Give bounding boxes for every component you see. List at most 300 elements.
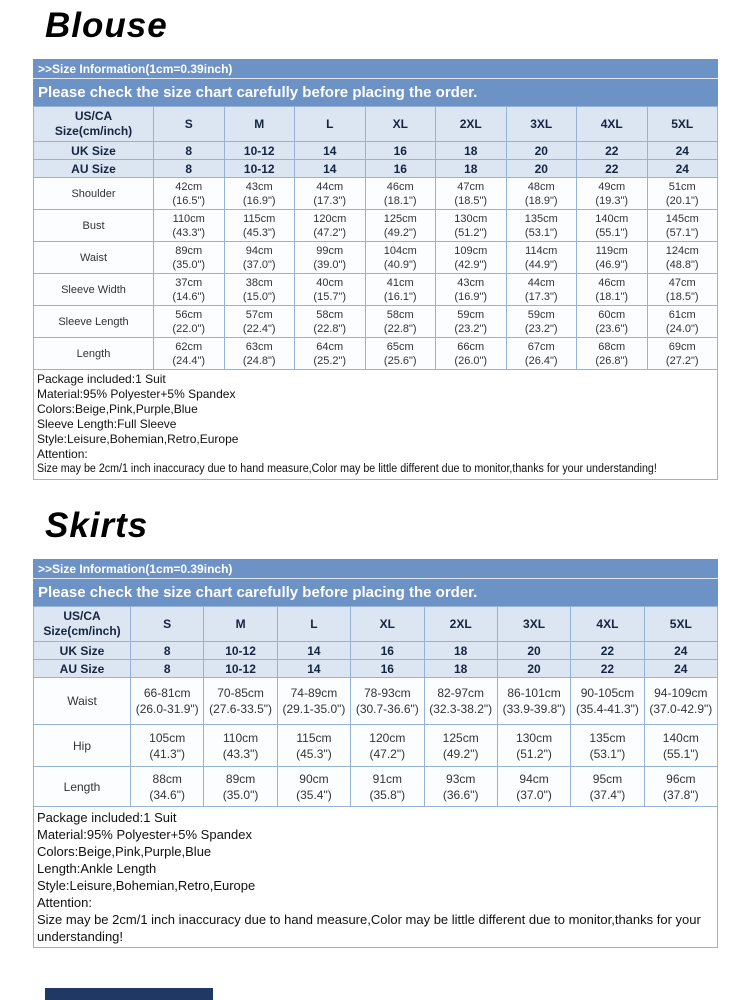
au-size-cell: 10-12: [224, 160, 295, 178]
measurement-value: [577, 210, 648, 242]
measurement-value: [154, 210, 225, 242]
measurement-value: [577, 306, 648, 338]
value-line: (27.2"): [665, 354, 699, 367]
size-col-header: XL: [351, 607, 424, 642]
size-col-header: 5XL: [644, 607, 717, 642]
size-info-header: >>Size Information(1cm=0.39inch): [33, 559, 718, 579]
value-line: 37cm: [175, 276, 203, 289]
value-line: (37.8"): [663, 787, 699, 802]
value-line: (43.3"): [222, 746, 259, 761]
value-line: (35.8"): [369, 787, 406, 802]
measurement-value: [154, 338, 225, 370]
note-line: Package included:1 Suit: [37, 810, 177, 825]
au-size-label: AU Size: [34, 160, 154, 178]
value-line: 89cm: [225, 771, 256, 786]
value-line: (37.0"): [516, 787, 552, 802]
measurement-row: [34, 306, 718, 338]
au-size-cell: 18: [436, 160, 507, 178]
measurement-value: [154, 306, 225, 338]
value-line: (16.1"): [383, 290, 417, 303]
value-line: 135cm: [589, 730, 626, 745]
value-line: (26.0-31.9"): [135, 702, 199, 716]
value-line: 115cm: [243, 212, 276, 225]
measurement-row: [34, 242, 718, 274]
value-line: 120cm: [369, 730, 406, 745]
value-line: (18.1"): [383, 194, 417, 207]
value-line: (57.1"): [665, 226, 699, 239]
skirts-section: [33, 480, 718, 948]
measurement-value: [571, 767, 644, 807]
measurement-value: [365, 242, 436, 274]
value-line: (47.2"): [369, 746, 406, 761]
measurement-value: [277, 767, 350, 807]
note-line: Style:Leisure,Bohemian,Retro,Europe: [37, 878, 256, 893]
corner-cell: [34, 107, 154, 142]
skirts-title: Skirts: [45, 506, 149, 545]
measurement-value: [647, 274, 718, 306]
blouse-size-table: [33, 106, 718, 370]
value-line: (51.2"): [516, 746, 552, 761]
measurement-value: [224, 306, 295, 338]
uk-size-cell: 18: [436, 142, 507, 160]
value-line: 135cm: [524, 212, 558, 225]
value-line: 96cm: [666, 771, 696, 786]
uk-size-cell: 10-12: [224, 142, 295, 160]
measurement-value: [506, 274, 577, 306]
value-line: (49.2"): [383, 226, 417, 239]
measurement-label: Waist: [34, 242, 154, 274]
value-line: 125cm: [442, 730, 479, 745]
corner-line: Size(cm/inch): [54, 124, 133, 138]
value-line: (40.9"): [383, 258, 417, 271]
value-line: (18.5"): [454, 194, 488, 207]
measurement-value: [295, 338, 366, 370]
value-line: (27.6-33.5"): [209, 702, 273, 716]
value-line: 105cm: [149, 730, 186, 745]
value-line: 63cm: [245, 340, 273, 353]
measurement-value: [647, 178, 718, 210]
value-line: 40cm: [316, 276, 344, 289]
value-line: (25.6"): [383, 354, 417, 367]
value-line: 64cm: [316, 340, 344, 353]
value-line: 89cm: [175, 244, 203, 257]
value-line: (37.0"): [242, 258, 276, 271]
value-line: 99cm: [316, 244, 344, 257]
value-line: 44cm: [527, 276, 555, 289]
value-line: 95cm: [592, 771, 623, 786]
value-line: 66-81cm: [143, 686, 191, 700]
measurement-value: [436, 306, 507, 338]
value-line: 58cm: [386, 308, 414, 321]
value-line: 61cm: [668, 308, 696, 321]
size-chart-warning: Please check the size chart carefully before placing the order.: [33, 79, 718, 106]
value-line: (32.3-38.2"): [429, 702, 493, 716]
measurement-value: [506, 210, 577, 242]
value-line: (45.3"): [242, 226, 276, 239]
value-line: (22.4"): [242, 322, 276, 335]
au-size-cell: 14: [277, 660, 350, 678]
measurement-value: [424, 678, 497, 725]
measurement-row: [34, 274, 718, 306]
value-line: (16.5"): [172, 194, 206, 207]
value-line: (48.8"): [665, 258, 699, 271]
measurement-row: [34, 678, 718, 725]
value-line: 41cm: [386, 276, 414, 289]
value-line: (22.8"): [383, 322, 417, 335]
value-line: 125cm: [383, 212, 417, 225]
size-info-header: >>Size Information(1cm=0.39inch): [33, 59, 718, 79]
value-line: (47.2"): [313, 226, 347, 239]
value-line: 59cm: [457, 308, 485, 321]
value-line: 145cm: [665, 212, 699, 225]
measurement-value: [295, 306, 366, 338]
value-line: 62cm: [175, 340, 203, 353]
measurement-value: [295, 274, 366, 306]
value-line: (18.5"): [665, 290, 699, 303]
size-col-header: M: [224, 107, 295, 142]
measurement-label: Shoulder: [34, 178, 154, 210]
measurement-value: [506, 242, 577, 274]
note-line: Size may be 2cm/1 inch inaccuracy due to hand measure,Color may be little different due to monitor,thanks for your understanding!: [37, 912, 705, 944]
measurement-label: Length: [34, 338, 154, 370]
note-line: Style:Leisure,Bohemian,Retro,Europe: [37, 432, 239, 446]
measurement-value: [497, 767, 570, 807]
size-col-header: L: [277, 607, 350, 642]
uk-size-cell: 24: [644, 642, 717, 660]
measurement-label: Length: [34, 767, 131, 807]
note-line: Attention:: [37, 447, 88, 461]
measurement-value: [577, 338, 648, 370]
measurement-value: [424, 725, 497, 767]
measurement-value: [571, 725, 644, 767]
value-line: 94cm: [519, 771, 549, 786]
value-line: 110cm: [222, 730, 259, 745]
value-line: (19.3"): [595, 194, 629, 207]
value-line: 70-85cm: [217, 686, 264, 700]
measurement-value: [224, 242, 295, 274]
value-line: 130cm: [454, 212, 488, 225]
uk-size-label: UK Size: [34, 142, 154, 160]
value-line: 67cm: [527, 340, 555, 353]
size-col-header: 2XL: [424, 607, 497, 642]
value-line: 94cm: [245, 244, 273, 257]
blouse-section: [33, 0, 718, 480]
page-content: [33, 0, 718, 948]
measurement-value: [224, 210, 295, 242]
value-line: (16.9"): [454, 290, 488, 303]
skirts-size-panel: [33, 559, 718, 948]
value-line: (25.2"): [313, 354, 347, 367]
measurement-value: [571, 678, 644, 725]
value-line: 119cm: [595, 244, 628, 257]
size-col-header: 3XL: [506, 107, 577, 142]
value-line: (43.3"): [172, 226, 206, 239]
measurement-value: [277, 678, 350, 725]
value-line: 140cm: [662, 730, 699, 745]
value-line: (41.3"): [149, 746, 185, 761]
value-line: 65cm: [386, 340, 414, 353]
value-line: 57cm: [245, 308, 273, 321]
size-header-row: [34, 607, 718, 642]
measurement-value: [204, 767, 277, 807]
measurement-label: Bust: [34, 210, 154, 242]
value-line: 38cm: [245, 276, 273, 289]
au-size-cell: 10-12: [204, 660, 277, 678]
measurement-value: [647, 210, 718, 242]
value-line: (18.1"): [595, 290, 629, 303]
uk-size-cell: 8: [131, 642, 204, 660]
uk-size-row: [34, 642, 718, 660]
value-line: (35.0"): [172, 258, 206, 271]
measurement-value: [436, 178, 507, 210]
note-line: Material:95% Polyester+5% Spandex: [37, 827, 252, 842]
value-line: (15.7"): [313, 290, 347, 303]
measurement-row: [34, 338, 718, 370]
measurement-value: [424, 767, 497, 807]
uk-size-cell: 22: [577, 142, 648, 160]
value-line: 74-89cm: [290, 686, 338, 700]
measurement-row: [34, 767, 718, 807]
measurement-value: [577, 242, 648, 274]
value-line: (17.3"): [524, 290, 558, 303]
value-line: 94-109cm: [654, 686, 708, 700]
value-line: 42cm: [175, 180, 203, 193]
au-size-cell: 16: [351, 660, 424, 678]
measurement-value: [365, 338, 436, 370]
au-size-cell: 8: [131, 660, 204, 678]
value-line: 43cm: [245, 180, 273, 193]
measurement-value: [644, 678, 717, 725]
note-line: Material:95% Polyester+5% Spandex: [37, 387, 236, 401]
value-line: 43cm: [457, 276, 485, 289]
measurement-value: [577, 178, 648, 210]
note-line: Length:Ankle Length: [37, 861, 157, 876]
value-line: (44.9"): [524, 258, 558, 271]
value-line: (24.0"): [665, 322, 699, 335]
value-line: (26.0"): [454, 354, 488, 367]
corner-cell: [34, 607, 131, 642]
measurement-value: [224, 274, 295, 306]
value-line: 120cm: [313, 212, 347, 225]
note-line: Attention:: [37, 895, 92, 910]
value-line: (55.1"): [595, 226, 629, 239]
size-chart-warning: Please check the size chart carefully before placing the order.: [33, 579, 718, 606]
au-size-cell: 8: [154, 160, 225, 178]
value-line: (30.7-36.6"): [355, 702, 419, 716]
measurement-label: Sleeve Length: [34, 306, 154, 338]
measurement-value: [295, 210, 366, 242]
value-line: (16.9"): [242, 194, 276, 207]
value-line: 78-93cm: [363, 686, 411, 700]
value-line: 59cm: [527, 308, 555, 321]
value-line: 60cm: [598, 308, 626, 321]
measurement-value: [154, 242, 225, 274]
measurement-value: [351, 678, 424, 725]
measurement-value: [577, 274, 648, 306]
value-line: 68cm: [598, 340, 626, 353]
measurement-value: [351, 767, 424, 807]
uk-size-cell: 20: [497, 642, 570, 660]
measurement-value: [647, 306, 718, 338]
size-header-row: [34, 107, 718, 142]
size-col-header: 5XL: [647, 107, 718, 142]
value-line: (53.1"): [524, 226, 558, 239]
value-line: 56cm: [175, 308, 203, 321]
value-line: 124cm: [665, 244, 699, 257]
au-size-row: [34, 160, 718, 178]
measurement-value: [506, 338, 577, 370]
value-line: 46cm: [386, 180, 414, 193]
measurement-value: [436, 338, 507, 370]
corner-line: US/CA: [74, 109, 113, 123]
value-line: 58cm: [316, 308, 344, 321]
value-line: (34.6"): [149, 787, 185, 802]
size-col-header: 4XL: [577, 107, 648, 142]
size-col-header: 4XL: [571, 607, 644, 642]
value-line: (36.6"): [442, 787, 479, 802]
note-line: Colors:Beige,Pink,Purple,Blue: [37, 844, 212, 859]
value-line: (15.0"): [242, 290, 276, 303]
value-line: (23.2"): [454, 322, 488, 335]
measurement-value: [647, 338, 718, 370]
value-line: (33.9-39.8"): [502, 702, 566, 716]
measurement-value: [365, 274, 436, 306]
measurement-value: [644, 767, 717, 807]
measurement-value: [365, 210, 436, 242]
value-line: (22.0"): [172, 322, 206, 335]
measurement-value: [436, 242, 507, 274]
uk-size-cell: 8: [154, 142, 225, 160]
measurement-label: Waist: [34, 678, 131, 725]
value-line: (53.1"): [589, 746, 626, 761]
measurement-value: [277, 725, 350, 767]
uk-size-cell: 16: [365, 142, 436, 160]
size-col-header: S: [131, 607, 204, 642]
value-line: 47cm: [457, 180, 485, 193]
uk-size-cell: 24: [647, 142, 718, 160]
au-size-cell: 18: [424, 660, 497, 678]
uk-size-cell: 22: [571, 642, 644, 660]
measurement-value: [131, 725, 204, 767]
value-line: 104cm: [383, 244, 417, 257]
value-line: (35.4"): [296, 787, 332, 802]
value-line: (23.6"): [595, 322, 629, 335]
value-line: (22.8"): [313, 322, 347, 335]
size-col-header: S: [154, 107, 225, 142]
value-line: 86-101cm: [507, 686, 561, 700]
value-line: 69cm: [668, 340, 696, 353]
value-line: 82-97cm: [437, 686, 485, 700]
au-size-cell: 22: [571, 660, 644, 678]
blouse-notes: [33, 370, 718, 480]
value-line: 130cm: [516, 730, 553, 745]
value-line: 140cm: [595, 212, 629, 225]
value-line: (35.0"): [222, 787, 259, 802]
measurement-value: [497, 725, 570, 767]
value-line: (45.3"): [296, 746, 332, 761]
measurement-value: [204, 725, 277, 767]
measurement-row: [34, 725, 718, 767]
measurement-label: Sleeve Width: [34, 274, 154, 306]
measurement-value: [644, 725, 717, 767]
value-line: (37.0-42.9"): [649, 702, 713, 716]
size-col-header: L: [295, 107, 366, 142]
measurement-value: [204, 678, 277, 725]
value-line: 66cm: [457, 340, 485, 353]
measurement-value: [295, 242, 366, 274]
corner-line: Size(cm/inch): [43, 624, 121, 638]
value-line: (24.8"): [242, 354, 276, 367]
value-line: (18.9"): [524, 194, 558, 207]
value-line: 90cm: [299, 771, 329, 786]
measurement-value: [436, 210, 507, 242]
value-line: 49cm: [598, 180, 626, 193]
uk-size-cell: 16: [351, 642, 424, 660]
measurement-row: [34, 210, 718, 242]
value-line: 47cm: [668, 276, 696, 289]
note-line: Package included:1 Suit: [37, 372, 166, 386]
uk-size-cell: 20: [506, 142, 577, 160]
value-line: 88cm: [152, 771, 182, 786]
au-size-label: AU Size: [34, 660, 131, 678]
measurement-label: Hip: [34, 725, 131, 767]
measurement-value: [224, 338, 295, 370]
value-line: (26.4"): [524, 354, 558, 367]
value-line: 115cm: [296, 730, 332, 745]
value-line: (37.4"): [589, 787, 626, 802]
measurement-value: [154, 274, 225, 306]
measurement-value: [224, 178, 295, 210]
size-col-header: 2XL: [436, 107, 507, 142]
value-line: (35.4-41.3"): [575, 702, 639, 716]
measurement-value: [131, 767, 204, 807]
uk-size-cell: 14: [295, 142, 366, 160]
blouse-title: Blouse: [45, 6, 168, 45]
value-line: (55.1"): [663, 746, 699, 761]
size-col-header: M: [204, 607, 277, 642]
value-line: 46cm: [598, 276, 626, 289]
uk-size-label: UK Size: [34, 642, 131, 660]
value-line: (20.1"): [665, 194, 699, 207]
value-line: 48cm: [527, 180, 555, 193]
measurement-value: [154, 178, 225, 210]
au-size-cell: 16: [365, 160, 436, 178]
uk-size-cell: 14: [277, 642, 350, 660]
value-line: 51cm: [668, 180, 696, 193]
blouse-size-panel: [33, 59, 718, 480]
measurement-value: [351, 725, 424, 767]
skirts-notes: [33, 807, 718, 948]
value-line: 93cm: [446, 771, 476, 786]
au-size-row: [34, 660, 718, 678]
measurement-row: [34, 178, 718, 210]
value-line: (49.2"): [442, 746, 479, 761]
uk-size-row: [34, 142, 718, 160]
au-size-cell: 20: [506, 160, 577, 178]
measurement-value: [506, 178, 577, 210]
skirts-size-table: [33, 606, 718, 807]
value-line: (39.0"): [313, 258, 347, 271]
note-line: Colors:Beige,Pink,Purple,Blue: [37, 402, 198, 416]
bottom-partial-bar: [45, 988, 213, 1000]
measurement-value: [295, 178, 366, 210]
au-size-cell: 14: [295, 160, 366, 178]
size-col-header: XL: [365, 107, 436, 142]
measurement-value: [131, 678, 204, 725]
measurement-value: [506, 306, 577, 338]
note-line: Sleeve Length:Full Sleeve: [37, 417, 177, 431]
value-line: (26.8"): [595, 354, 629, 367]
